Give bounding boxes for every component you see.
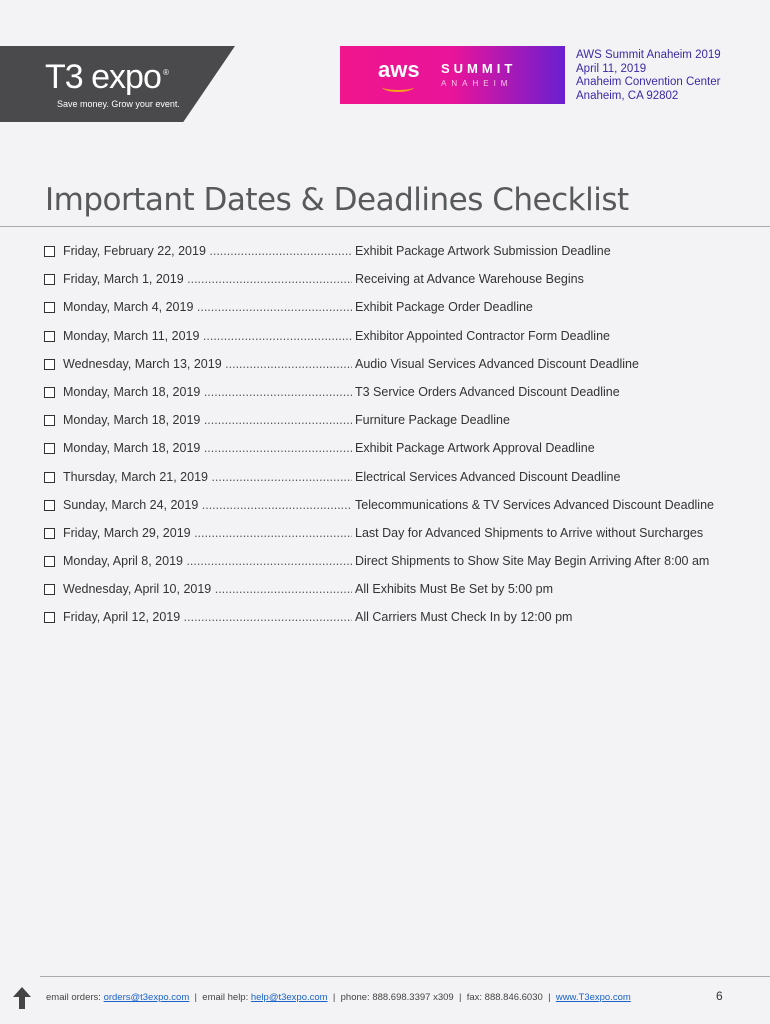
footer-contact	[46, 992, 631, 1003]
checklist-row	[44, 357, 770, 385]
email-orders-label: email orders:	[46, 992, 104, 1003]
page-title: Important Dates & Deadlines Checklist	[45, 182, 629, 218]
checkbox[interactable]	[44, 274, 55, 285]
footer-separator: |	[542, 992, 556, 1003]
checklist-row	[44, 413, 770, 441]
email-help-label: email help:	[202, 992, 251, 1003]
checkbox[interactable]	[44, 556, 55, 567]
checklist-date: Thursday, March 21, 2019 .....	[63, 470, 352, 484]
checklist-date: Monday, April 8, 2019 .....	[63, 554, 352, 568]
title-divider	[0, 226, 770, 227]
checklist-row	[44, 244, 770, 272]
registered-mark: ®	[163, 68, 169, 77]
t3expo-logo: T3 expo	[45, 58, 161, 96]
checkbox[interactable]	[44, 415, 55, 426]
checklist-date: Friday, March 29, 2019 .....	[63, 526, 352, 540]
checklist-deadline: Furniture Package Deadline	[355, 413, 510, 428]
checklist-row	[44, 498, 770, 526]
event-name: AWS Summit Anaheim 2019	[576, 49, 721, 61]
checklist-row	[44, 526, 770, 554]
checklist-deadline: Receiving at Advance Warehouse Begins	[355, 272, 584, 287]
checklist-deadline: All Exhibits Must Be Set by 5:00 pm	[355, 582, 554, 597]
checklist-date: Monday, March 4, 2019 .....	[63, 300, 352, 314]
footer-separator: |	[453, 992, 467, 1003]
checklist-date: Friday, April 12, 2019 .....	[63, 610, 352, 624]
checkbox[interactable]	[44, 387, 55, 398]
phone-text: phone: 888.698.3397 x309	[340, 992, 454, 1003]
checkbox[interactable]	[44, 443, 55, 454]
checklist-row	[44, 385, 770, 413]
checklist-date: Monday, March 18, 2019 .....	[63, 413, 352, 427]
checklist-row	[44, 329, 770, 357]
checklist-row	[44, 470, 770, 498]
anaheim-text: ANAHEIM	[441, 79, 513, 88]
checklist-deadline: All Carriers Must Check In by 12:00 pm	[355, 610, 573, 625]
footer-separator: |	[189, 992, 203, 1003]
checkbox[interactable]	[44, 612, 55, 623]
checklist-row	[44, 441, 770, 469]
checklist-row	[44, 300, 770, 328]
checklist-date: Wednesday, March 13, 2019 .....	[63, 357, 352, 371]
checklist-deadline: Electrical Services Advanced Discount Deadline	[355, 469, 621, 484]
checklist-date: Monday, March 18, 2019 .....	[63, 441, 352, 455]
checklist-deadline: Audio Visual Services Advanced Discount Deadline	[355, 356, 639, 371]
footer-separator: |	[327, 992, 341, 1003]
checklist-deadline: Exhibitor Appointed Contractor Form Deadline	[355, 328, 610, 343]
checklist-row	[44, 610, 770, 638]
checklist-deadline: Exhibit Package Artwork Submission Deadline	[355, 244, 611, 258]
checklist-date: Wednesday, April 10, 2019 .....	[63, 582, 352, 596]
checkbox[interactable]	[44, 302, 55, 313]
website-link[interactable]: www.T3expo.com	[555, 992, 631, 1003]
email-help-link[interactable]: help@t3expo.com	[250, 992, 328, 1003]
checklist-deadline: Exhibit Package Artwork Approval Deadline	[355, 441, 595, 456]
checkbox[interactable]	[44, 359, 55, 370]
checklist-row	[44, 554, 770, 582]
checklist-deadline: Exhibit Package Order Deadline	[355, 300, 533, 315]
checklist-date: Friday, February 22, 2019 .....	[63, 244, 352, 258]
checklist-deadline: T3 Service Orders Advanced Discount Deadline	[355, 384, 620, 399]
event-date: April 11, 2019	[576, 62, 647, 75]
summit-text: SUMMIT	[441, 61, 517, 76]
checklist-deadline: Direct Shipments to Show Site May Begin Arriving After 8:00 am	[355, 554, 710, 569]
checkbox[interactable]	[44, 500, 55, 511]
checklist-date: Monday, March 11, 2019 .....	[63, 329, 352, 343]
event-city: Anaheim, CA 92802	[576, 89, 679, 102]
checklist-deadline: Last Day for Advanced Shipments to Arrive without Surcharges	[355, 525, 704, 540]
aws-logo-text: aws	[378, 57, 420, 82]
checkbox[interactable]	[44, 584, 55, 595]
checkbox[interactable]	[44, 331, 55, 342]
checkbox[interactable]	[44, 528, 55, 539]
checklist-date: Friday, March 1, 2019 .....	[63, 272, 352, 286]
checklist-row	[44, 272, 770, 300]
event-info	[576, 49, 721, 103]
email-orders-link[interactable]: orders@t3expo.com	[103, 992, 190, 1003]
checklist-deadline: Telecommunications & TV Services Advanced Discount Deadline	[355, 497, 714, 512]
aws-smile-icon	[382, 82, 414, 92]
checklist-date: Sunday, March 24, 2019 .....	[63, 498, 352, 512]
page-number: 6	[716, 989, 723, 1003]
event-venue: Anaheim Convention Center	[576, 76, 721, 88]
fax-text: fax: 888.846.6030	[466, 992, 543, 1003]
deadline-checklist	[44, 244, 770, 639]
checklist-date: Monday, March 18, 2019 .....	[63, 385, 352, 399]
checkbox[interactable]	[44, 472, 55, 483]
logo-tagline: Save money. Grow your event.	[57, 99, 180, 109]
checkbox[interactable]	[44, 246, 55, 257]
checklist-row	[44, 582, 770, 610]
up-arrow-icon	[12, 986, 32, 1010]
footer-divider	[40, 976, 770, 977]
